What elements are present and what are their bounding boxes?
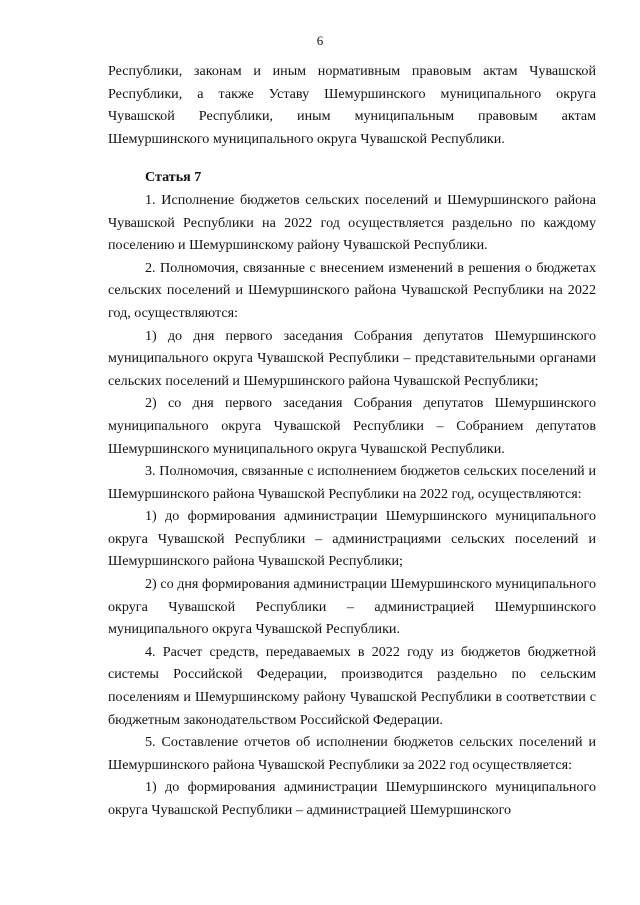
paragraph-5-item-1: 1) до формирования администрации Шемуршинского муниципального округа Чувашской Республики – администрацией Шемуршинского: [108, 779, 596, 818]
paragraph-2: 2. Полномочия, связанные с внесением изменений в решения о бюджетах сельских поселений и Шемуршинского района Чувашской Республики на 2022 год, осуществляются:: [108, 259, 596, 321]
page-number: 6: [316, 33, 324, 48]
paragraph-5: 5. Составление отчетов об исполнении бюджетов сельских поселений и Шемуршинского района Чувашской Республики за 2022 год осуществляется:: [108, 734, 596, 773]
continuation-paragraph: Республики, законам и иным нормативным правовым актам Чувашской Республики, а также Уставу Шемуршинского муниципального округа Чувашской Республики, иным муниципальным правовым актам Шемуршинского муниципального округа Чувашской Республики.: [108, 63, 596, 147]
paragraph-1: 1. Исполнение бюджетов сельских поселений и Шемуршинского района Чувашской Республики на 2022 год осуществляется раздельно по каждому поселению и Шемуршинскому району Чувашской Республики.: [108, 191, 596, 254]
paragraph-3: 3. Полномочия, связанные с исполнением бюджетов сельских поселений и Шемуршинского района Чувашской Республики на 2022 год, осуществляются:: [108, 463, 596, 502]
document-body: [108, 60, 596, 822]
paragraph-3-item-2: 2) со дня формирования администрации Шемуршинского муниципального округа Чувашской Республики – администрацией Шемуршинского муниципального округа Чувашской Республики.: [108, 576, 596, 638]
paragraph-2-item-1: 1) до дня первого заседания Собрания депутатов Шемуршинского муниципального округа Чувашской Республики – представительными органами сельских поселений и Шемуршинского района Чувашской Республики;: [108, 327, 596, 389]
paragraph-2-item-2: 2) со дня первого заседания Собрания депутатов Шемуршинского муниципального округа Чувашской Республики – Собранием депутатов Шемуршинского муниципального округа Чувашской Республики.: [108, 395, 596, 457]
paragraph-4: 4. Расчет средств, передаваемых в 2022 году из бюджетов бюджетной системы Российской Федерации, производится раздельно по сельским поселениям и Шемуршинскому району Чувашской Республики в соответствии с бюджетным законодательством Российской Федерации.: [108, 643, 596, 728]
article-heading: Статья 7: [145, 169, 202, 186]
paragraph-3-item-1: 1) до формирования администрации Шемуршинского муниципального округа Чувашской Республики – администрациями сельских поселений и Шемуршинского района Чувашской Республики;: [108, 508, 596, 570]
